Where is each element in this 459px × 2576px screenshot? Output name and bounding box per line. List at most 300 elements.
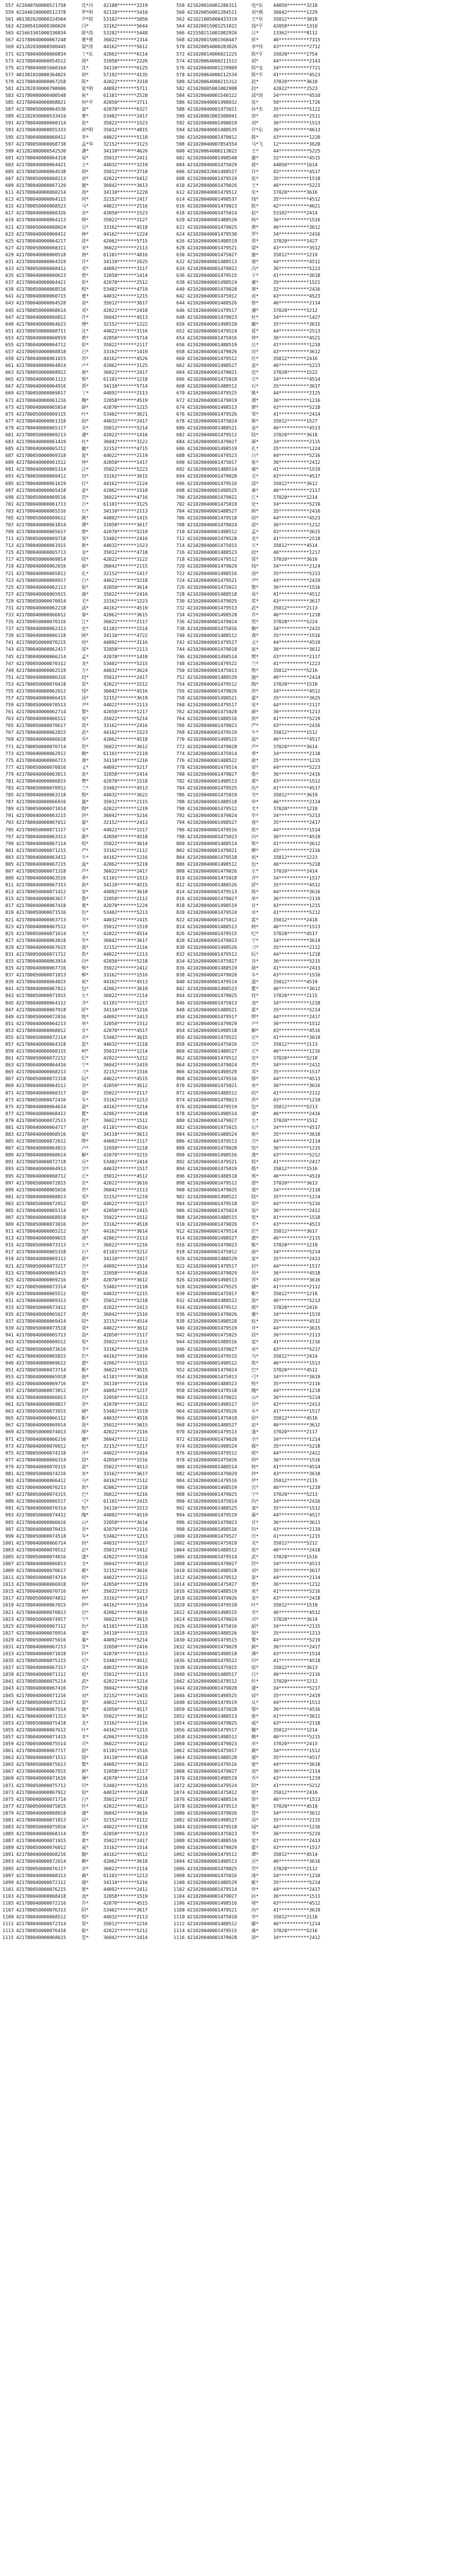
record-code: 44022*******2119 (103, 452, 148, 459)
record-code: 35012*******3615 (103, 1422, 148, 1428)
record-name: 宁* (81, 1616, 89, 1622)
table-row (0, 452, 459, 459)
record-number: 1068 (173, 1768, 185, 1774)
record-name: 顾* (81, 632, 89, 639)
record-number: 628 (176, 244, 185, 251)
record-code: 32152*******5217 (103, 1443, 148, 1449)
record-name: 乔* (251, 1775, 259, 1781)
record-name: 邴* (81, 1429, 89, 1435)
record-name: 景* (81, 1699, 89, 1705)
record-number: 1034 (173, 1651, 185, 1657)
record-number: 650 (176, 320, 185, 327)
record-number: 886 (176, 1138, 185, 1144)
record-code: 37020*******4512 (273, 1366, 318, 1373)
table-row (0, 1318, 459, 1324)
table-row (0, 1394, 459, 1401)
table-row (0, 1103, 459, 1110)
record-number: 563 (5, 23, 14, 29)
record-code: 35012*******2417 (103, 674, 148, 680)
record-name: 徐* (251, 113, 259, 119)
record-name: 韦* (251, 792, 259, 798)
record-code: 32152*******2112 (103, 1816, 148, 1823)
record-name: 牛* (251, 729, 259, 736)
record-number: 988 (176, 1491, 185, 1498)
record-number: 995 (5, 1519, 14, 1525)
record-name: 胡* (251, 57, 259, 64)
record-number: 743 (5, 646, 14, 652)
record-number: 610 (176, 182, 185, 189)
record-id: 421780040000064528 (16, 300, 66, 306)
record-name: 陈*涛 (81, 30, 94, 36)
record-name: 仲* (81, 1595, 89, 1601)
record-number: 749 (5, 667, 14, 673)
record-code: 36022*******2417 (103, 369, 148, 376)
record-number: 966 (176, 1415, 185, 1421)
record-id: 421020040001475024 (187, 1207, 237, 1213)
record-name: 龚* (81, 757, 89, 763)
record-number: 1020 (173, 1602, 185, 1608)
record-number: 585 (5, 99, 14, 105)
record-code: 35022*******3127 (103, 217, 148, 223)
record-code: 61101*******1218 (103, 376, 148, 382)
record-number: 571 (5, 50, 14, 57)
record-number: 741 (5, 639, 14, 646)
record-name: 蓝* (251, 916, 259, 922)
record-code: 44092*******5217 (103, 764, 148, 770)
record-id: 421780050000071117 (16, 826, 66, 832)
record-code: 42070*******1214 (103, 1775, 148, 1781)
record-name: 陶* (81, 806, 89, 812)
record-id: 421020040001488525 (187, 1505, 237, 1511)
record-number: 915 (5, 1242, 14, 1248)
record-code: 46***********5223 (273, 182, 321, 189)
record-name: 刘* (81, 175, 89, 181)
record-code: 37020*******5212 (273, 307, 318, 313)
record-id: 421780040000064815 (16, 1145, 66, 1151)
record-code: 35012*******1218 (273, 1290, 318, 1296)
record-id: 421780040000061915 (16, 542, 66, 549)
record-name: 闻* (251, 1824, 259, 1830)
record-number: 910 (176, 1221, 185, 1228)
record-id: 421780050000069516 (16, 494, 66, 500)
record-id: 421780050000069718 (16, 535, 66, 542)
record-id: 421661501000330834 (16, 30, 66, 36)
record-number: 575 (5, 64, 14, 71)
record-name: 董* (251, 279, 259, 286)
record-name: 程* (81, 1283, 89, 1289)
record-id: 421020040001498519 (187, 1775, 237, 1781)
record-code: 36042*******4516 (103, 687, 148, 694)
record-code: 32152*******1516 (103, 1069, 148, 1075)
record-id: 421020040001488514 (187, 840, 237, 846)
record-name: 郦* (251, 1921, 259, 1927)
record-id: 421020040001479022 (187, 265, 237, 272)
record-id: 421780040000061713 (16, 501, 66, 507)
table-row (0, 764, 459, 771)
record-number: 838 (176, 972, 185, 978)
record-name: 羿* (251, 1276, 259, 1283)
record-number: 1096 (173, 1865, 185, 1871)
record-id: 421780040000066713 (16, 757, 66, 763)
record-number: 715 (5, 549, 14, 556)
record-name: 兰* (251, 660, 259, 666)
record-name: 蒋* (251, 161, 259, 167)
record-number: 753 (5, 681, 14, 687)
record-number: 878 (176, 1110, 185, 1116)
record-code: 33162*******5219 (103, 1346, 148, 1352)
record-name: 田* (251, 349, 259, 354)
record-code: 43***********2116 (273, 847, 321, 853)
table-row (0, 840, 459, 847)
table-row (0, 112, 459, 119)
record-code: 37020*******4517 (273, 930, 318, 936)
record-number: 949 (5, 1359, 14, 1366)
record-number: 881 (5, 1124, 14, 1130)
table-row (0, 224, 459, 230)
table-row (0, 85, 459, 92)
record-name: 邓* (81, 265, 89, 272)
record-code: 42022*******1512 (103, 681, 148, 687)
record-id: 421020040001475023 (187, 833, 237, 839)
record-number: 986 (176, 1484, 185, 1491)
record-code: 42062*******1218 (103, 1484, 148, 1491)
record-name: 巫* (251, 1346, 259, 1352)
record-id: 421020040001479027 (187, 1346, 237, 1352)
record-code: 43***********4523 (273, 293, 321, 299)
record-id: 421780040000062313 (16, 626, 66, 632)
record-id: 421020040001498525 (187, 487, 237, 493)
table-row (0, 244, 459, 251)
record-id: 421020040001498032 (187, 99, 237, 105)
record-name: 咸* (81, 1844, 89, 1851)
record-number: 1049 (2, 1706, 14, 1712)
record-id: 421020040001475017 (187, 1748, 237, 1754)
record-id: 421020040001475014 (187, 210, 237, 216)
record-code: 41***********2417 (273, 1159, 321, 1165)
table-row (0, 964, 459, 971)
table-row (0, 999, 459, 1006)
table-row (0, 265, 459, 272)
record-id: 421780050000071215 (16, 847, 66, 853)
record-id: 421780040000066714 (16, 1539, 66, 1546)
table-row (0, 1740, 459, 1747)
record-name: 阮* (81, 1076, 89, 1082)
record-code: 35012*******2113 (273, 604, 318, 611)
record-id: 421020016001286311 (187, 2, 237, 8)
record-name: 邴* (251, 1304, 259, 1311)
table-row (0, 341, 459, 348)
record-code: 36042*******2113 (103, 1186, 148, 1193)
record-code: 46***********1513 (273, 1796, 321, 1802)
table-row (0, 1214, 459, 1221)
record-id: 421020040001479023 (187, 314, 237, 320)
record-code: 36***********5223 (273, 265, 321, 272)
record-id: 421020040001479028 (187, 286, 237, 292)
table-row (0, 570, 459, 577)
record-id: 421780040000063013 (16, 771, 66, 777)
record-number: 1017 (2, 1595, 14, 1601)
record-number: 719 (5, 563, 14, 569)
record-name: 程* (251, 1159, 259, 1165)
record-name: 洪* (81, 1221, 89, 1228)
record-id: 421020040001479025 (187, 1491, 237, 1498)
record-code: 35012*******5212 (273, 1539, 318, 1546)
record-code: 42050*******3614 (103, 584, 148, 590)
record-id: 421020040001479029 (187, 1470, 237, 1476)
record-number: 917 (5, 1249, 14, 1255)
record-number: 918 (176, 1249, 185, 1255)
record-number: 770 (176, 736, 185, 742)
record-number: 1029 (2, 1636, 14, 1643)
record-number: 724 (176, 577, 185, 583)
record-code: 32058*******1519 (103, 1893, 148, 1899)
record-number: 911 (5, 1228, 14, 1234)
table-row (0, 424, 459, 431)
record-name: 温* (251, 736, 259, 742)
record-id: 421780050000072513 (16, 1117, 66, 1123)
record-number: 802 (176, 847, 185, 853)
record-code: 36***********4518 (273, 1269, 321, 1276)
record-number: 954 (176, 1373, 185, 1379)
record-name: 卢* (251, 1020, 259, 1026)
record-id: 421780050000072912 (16, 1200, 66, 1206)
record-name: 任* (81, 480, 89, 486)
record-number: 799 (5, 840, 14, 846)
record-code: 43***********3512 (273, 244, 321, 251)
table-row (0, 334, 459, 341)
record-number: 1011 (2, 1574, 14, 1581)
record-code: 57192*******4135 (103, 71, 148, 77)
record-name: 苍* (251, 1809, 259, 1816)
record-number: 950 (176, 1359, 185, 1366)
record-name: 钮* (251, 1145, 259, 1151)
record-id: 421020040001488529 (187, 674, 237, 680)
record-number: 1051 (2, 1713, 14, 1719)
table-row (0, 1553, 459, 1560)
record-number: 890 (176, 1152, 185, 1158)
record-code: 34110*******4515 (103, 882, 148, 888)
record-id: 421780050000071516 (16, 909, 66, 916)
record-id: 421020040001498528 (187, 612, 237, 618)
record-number: 646 (176, 307, 185, 313)
record-number: 708 (176, 522, 185, 527)
record-code: 42070*******3612 (103, 1276, 148, 1283)
record-id: 421020040001498523 (187, 986, 237, 992)
record-name: 缪* (251, 1013, 259, 1019)
table-row (0, 1616, 459, 1623)
record-name: 冉* (251, 1907, 259, 1913)
record-id: 421780040000062714 (16, 709, 66, 715)
record-name: 尹* (81, 702, 89, 708)
record-number: 764 (176, 716, 185, 722)
table-row (0, 1068, 459, 1075)
record-number: 581 (5, 85, 14, 91)
record-number: 685 (5, 445, 14, 452)
record-code: 34***********1214 (273, 1436, 321, 1442)
record-name: 薄* (251, 1651, 259, 1657)
record-name: 能* (81, 1928, 89, 1934)
table-row (0, 1636, 459, 1643)
record-number: 1028 (173, 1629, 185, 1636)
record-number: 975 (5, 1449, 14, 1456)
table-row (0, 1207, 459, 1214)
record-id: 421780050000072612 (16, 1138, 66, 1144)
record-id: 421780050000075214 (16, 1678, 66, 1684)
record-number: 811 (5, 882, 14, 888)
record-code: 35***********1213 (273, 1629, 321, 1636)
record-number: 833 (5, 958, 14, 964)
record-id: 421020040001479524 (187, 909, 237, 916)
table-row (0, 1594, 459, 1601)
record-id: 421780040000060623 (16, 272, 66, 279)
record-name: 李*伟 (251, 44, 263, 50)
record-number: 655 (5, 341, 14, 347)
record-name: 仰* (81, 1581, 89, 1588)
record-code: 53402*******1213 (103, 1533, 148, 1539)
record-code: 43***********4516 (273, 1027, 321, 1033)
record-id: 421020040001479527 (187, 1533, 237, 1539)
record-name: 阴* (251, 1782, 259, 1788)
table-row (0, 307, 459, 314)
record-name: 芮* (81, 1394, 89, 1401)
record-name: 夏* (251, 327, 259, 334)
record-code: 44032*******3624 (103, 667, 148, 673)
record-number: 891 (5, 1159, 14, 1165)
record-code: 44***********2114 (273, 1574, 321, 1581)
record-code: 44***********4523 (273, 514, 321, 521)
table-row (0, 161, 459, 168)
record-number: 780 (176, 771, 185, 777)
record-number: 926 (176, 1276, 185, 1283)
record-name: 巫* (81, 1470, 89, 1476)
record-code: 44032*******2113 (103, 1914, 148, 1920)
record-id: 421780040000068512 (16, 1914, 66, 1920)
table-row (0, 667, 459, 674)
record-number: 574 (176, 57, 185, 64)
record-name: 伊* (81, 1602, 89, 1608)
record-id: 421780040000061216 (16, 397, 66, 403)
record-name: 芦* (251, 743, 259, 749)
table-row (0, 1803, 459, 1809)
record-name: 张* (251, 99, 259, 105)
record-name: 范* (81, 494, 89, 500)
table-row (0, 687, 459, 694)
record-code: 42070*******5219 (103, 529, 148, 535)
record-id: 421020040001479027 (187, 771, 237, 777)
record-number: 901 (5, 1193, 14, 1199)
record-name: 乔* (251, 612, 259, 618)
record-id: 421020040001475013 (187, 667, 237, 673)
record-code: 44022*******2516 (103, 203, 148, 209)
record-id: 421780040000067716 (16, 965, 66, 971)
record-id: 421780000000400548 (16, 92, 66, 99)
record-name: 弓* (81, 1498, 89, 1504)
record-code: 53402*******4512 (103, 1658, 148, 1664)
record-number: 978 (176, 1456, 185, 1463)
table-row (0, 701, 459, 708)
table-row (0, 1504, 459, 1511)
record-number: 844 (176, 992, 185, 999)
record-number: 944 (176, 1339, 185, 1345)
record-id: 421780050000068412 (16, 265, 66, 272)
record-name: 梁* (251, 244, 259, 251)
record-code: 44092*******3613 (103, 1761, 148, 1768)
record-name: 殷* (251, 667, 259, 673)
record-number: 558 (176, 2, 185, 8)
record-code: 41***********4512 (273, 591, 321, 597)
record-number: 1046 (173, 1692, 185, 1698)
record-id: 421020040001479029 (187, 1844, 237, 1851)
record-number: 953 (5, 1373, 14, 1379)
record-number: 946 (176, 1346, 185, 1352)
record-code: 35***********4512 (273, 1318, 321, 1324)
record-number: 689 (5, 459, 14, 466)
record-number: 1069 (2, 1775, 14, 1781)
record-name: 松* (251, 1318, 259, 1324)
record-name: 松* (81, 1443, 89, 1449)
record-id: 421020040001488527 (187, 507, 237, 514)
record-number: 600 (176, 147, 185, 154)
table-row (0, 639, 459, 646)
record-code: 53102*******2414 (273, 210, 318, 216)
record-id: 421020040001540122 (187, 92, 237, 99)
record-code: 41***********3612 (273, 840, 321, 846)
record-number: 566 (176, 30, 185, 36)
record-name: 周* (81, 57, 89, 64)
record-code: 61101*******3125 (103, 501, 148, 507)
record-id: 421780040000064319 (16, 258, 66, 264)
record-number: 647 (5, 314, 14, 320)
record-number: 845 (5, 999, 14, 1006)
record-id: 421020040001498524 (187, 1443, 237, 1449)
record-number: 987 (5, 1491, 14, 1498)
record-name: 赖* (81, 1858, 89, 1864)
record-code: 33162*******5644 (103, 23, 148, 29)
record-id: 421020040001498517 (187, 1401, 237, 1408)
record-number: 1013 (2, 1581, 14, 1588)
record-number: 1026 (173, 1623, 185, 1629)
record-code: 33162*******1516 (103, 972, 148, 978)
record-number: 557 (5, 2, 14, 8)
record-code: 34***********7721 (273, 64, 321, 71)
record-id: 421020040001479524 (187, 1782, 237, 1788)
record-number: 905 (5, 1207, 14, 1213)
record-number: 612 (176, 189, 185, 196)
record-number: 1080 (173, 1809, 185, 1816)
record-code: 43***********3617 (273, 597, 321, 604)
record-id: 421790040001660164 (16, 64, 66, 71)
record-name: 沈* (81, 327, 89, 334)
record-number: 694 (176, 473, 185, 479)
record-id: 421780040000060326 (16, 210, 66, 216)
record-number: 678 (176, 417, 185, 424)
record-number: 1090 (173, 1844, 185, 1851)
record-id: 421780050000074714 (16, 1574, 66, 1581)
record-id: 421020040001479517 (187, 1013, 237, 1019)
record-number: 897 (5, 1179, 14, 1186)
record-name: 朱* (251, 189, 259, 196)
table-row (0, 50, 459, 57)
record-id: 421020040001479521 (187, 1159, 237, 1165)
record-number: 835 (5, 965, 14, 971)
record-name: 荀* (251, 1214, 259, 1220)
record-name: 钭* (251, 1526, 259, 1532)
record-number: 843 (5, 992, 14, 999)
record-name: 蓝* (81, 1041, 89, 1047)
record-name: 郁* (81, 1914, 89, 1920)
table-row (0, 632, 459, 639)
record-id: 421020040001479024 (187, 812, 237, 819)
